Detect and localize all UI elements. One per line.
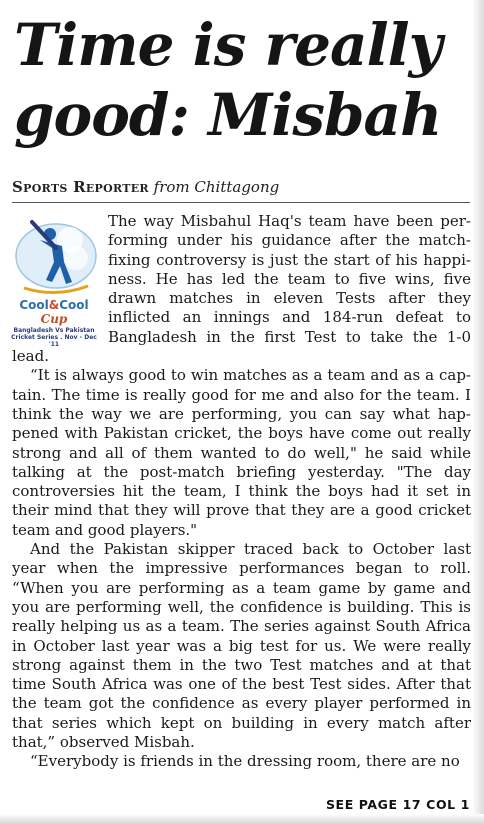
logo-series-text: Bangladesh Vs Pakistan Cricket Series . Nov - Dec '11: [11, 327, 97, 348]
page-bottom-shadow: [0, 814, 484, 824]
byline: [12, 178, 470, 203]
continuation-note: SEE PAGE 17 COL 1: [325, 797, 470, 812]
headline: Time is really good: Misbah: [14, 11, 442, 149]
article-paragraph: “It is always good to win matches as a team and as a captain. The time is really good for me and also for the team. I think the way we are performing, you can say what happened with Pakistan cricket, the boys have come out really strong and all of them wanted to do well," he said while talking at the post-match briefing yesterday. "The day controversies hit the team, I think the boys had it set in their mind that they will prove that they are a good cricket team and good players.": [12, 366, 471, 539]
article-paragraph: And the Pakistan skipper traced back to October last year when the impressive performances began to roll. “When you are performing as a team game by game and you are performing well, the confidence is building. This is really helping us as a team. The series against South Africa in October last year was a big test for us. We were really strong against them in the two Test matches and at that time South Africa was one of the best Test sides. After that the team got the confidence as every player performed in that series which kept on building in every match after that,” observed Misbah.: [12, 540, 471, 752]
logo-cup-text: Cup: [40, 312, 68, 326]
article-paragraph: “Everybody is friends in the dressing room, there are no: [30, 752, 460, 771]
article-paragraph: The way Misbahul Haq's team have been performing under his guidance after the match-fixing controversy is just the start of his happiness. He has led the team to five wins, five drawn matches in eleven Tests after they inflicted an innings and 184-run defeat to Bangladesh in the first Test to take the 1-0 lead.: [12, 212, 471, 366]
logo-title: Cool&Cool: [19, 298, 89, 312]
reporter-name: Sports Reporter: [12, 178, 149, 196]
article-body: [12, 212, 471, 772]
reporter-location: from Chittagong: [153, 178, 280, 196]
